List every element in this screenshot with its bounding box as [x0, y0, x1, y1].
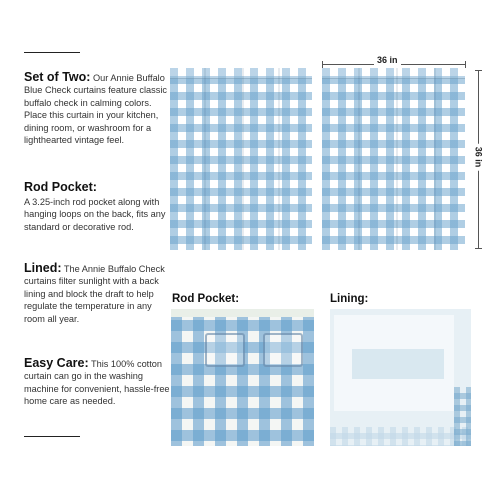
- feature-heading: Easy Care:: [24, 356, 89, 370]
- bottom-divider: [24, 436, 80, 437]
- lining-fold: [352, 349, 444, 379]
- rod-pocket-photo: [171, 309, 314, 446]
- lining-photo: [330, 309, 471, 446]
- hanging-loop: [205, 333, 245, 367]
- width-dimension-tick-left: [322, 61, 323, 68]
- lining-detail-label: Lining:: [330, 293, 369, 305]
- height-dimension-label: 36 in: [473, 144, 483, 171]
- width-dimension-tick-right: [465, 61, 466, 68]
- fabric-fold: [242, 68, 244, 250]
- fabric-fold: [396, 68, 398, 250]
- feature-text: Our Annie Buffalo Blue Check curtains feature classic buffalo check in calming colors. Place this curtain in your kitchen, dining room, or washroom for a lighthearted vintage feel.: [24, 73, 167, 146]
- check-fabric-bottom: [330, 427, 471, 446]
- feature-lined: [24, 262, 174, 325]
- feature-set-of-two: [24, 71, 174, 146]
- curtain-panel-right: [322, 68, 465, 250]
- feature-easy-care: [24, 357, 174, 408]
- height-dimension-tick-bottom: [475, 248, 482, 249]
- fabric-fold: [358, 68, 360, 250]
- height-dimension-tick-top: [475, 70, 482, 71]
- feature-text: A 3.25-inch rod pocket along with hanging loops on the back, fits any standard or decorative rod.: [24, 197, 166, 232]
- feature-rod-pocket: [24, 180, 174, 233]
- fabric-fold: [434, 68, 436, 250]
- rod-pocket-band: [322, 68, 465, 79]
- fabric-fold: [204, 68, 206, 250]
- feature-heading: Set of Two:: [24, 70, 91, 84]
- top-divider: [24, 52, 80, 53]
- feature-heading: Rod Pocket:: [24, 180, 97, 194]
- width-dimension-label: 36 in: [374, 55, 401, 65]
- hanging-loop: [263, 333, 303, 367]
- fabric-fold: [278, 68, 280, 250]
- rod-pocket-top-edge: [171, 309, 314, 317]
- rod-pocket-detail-label: Rod Pocket:: [172, 293, 240, 305]
- feature-heading: Lined:: [24, 261, 62, 275]
- feature-text: This 100% cotton curtain can go in the washing machine for convenient, hassle-free home care as needed.: [24, 359, 170, 407]
- curtain-panel-left: [170, 68, 312, 250]
- feature-text: The Annie Buffalo Check curtains filter sunlight with a back lining and block the draft to help regulate the temperature in any room all year.: [24, 264, 165, 324]
- rod-pocket-band: [170, 68, 312, 79]
